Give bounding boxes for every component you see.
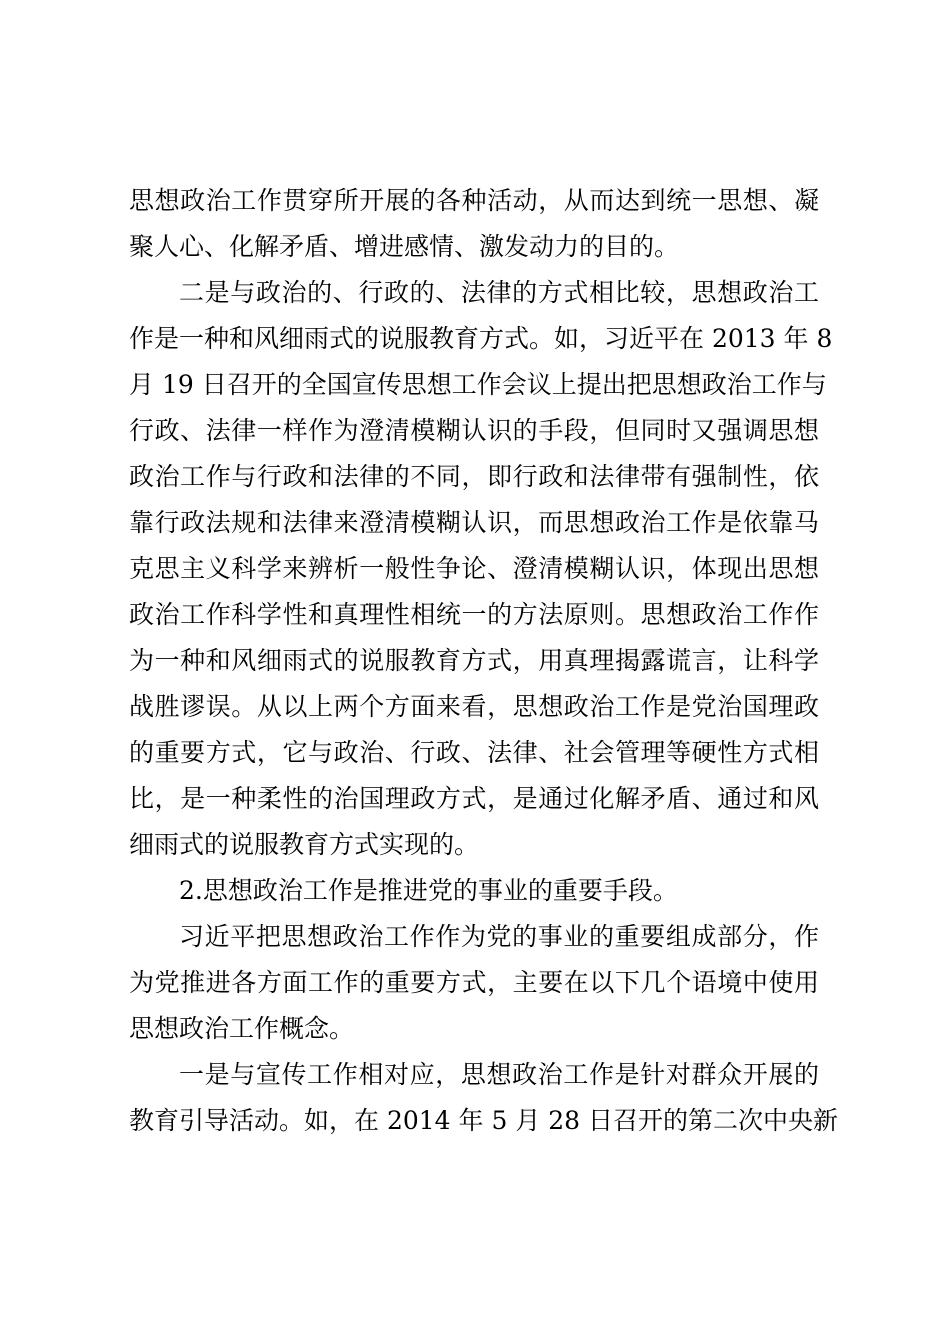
text-line: 的重要方式，它与政治、行政、法律、社会管理等硬性方式相	[129, 738, 819, 767]
body-text	[129, 178, 839, 1144]
text-line: 作是一种和风细雨式的说服教育方式。如，习近平在 2013 年 8	[129, 324, 833, 353]
text-line: 比，是一种柔性的治国理政方式，是通过化解矛盾、通过和风	[129, 784, 819, 813]
text-line: 为党推进各方面工作的重要方式，主要在以下几个语境中使用	[129, 968, 819, 997]
text-line: 为一种和风细雨式的说服教育方式，用真理揭露谎言，让科学	[129, 646, 819, 675]
text-line: 月 19 日召开的全国宣传思想工作会议上提出把思想政治工作与	[129, 370, 827, 399]
text-line: 思想政治工作贯穿所开展的各种活动，从而达到统一思想、凝	[129, 186, 819, 215]
text-line: 政治工作与行政和法律的不同，即行政和法律带有强制性，依	[129, 462, 819, 491]
text-line: 思想政治工作概念。	[129, 1014, 355, 1043]
paragraph-first-line: 一是与宣传工作相对应，思想政治工作是针对群众开展的	[179, 1060, 819, 1089]
text-line: 靠行政法规和法律来澄清模糊认识，而思想政治工作是依靠马	[129, 508, 819, 537]
text-line: 细雨式的说服教育方式实现的。	[129, 830, 480, 859]
paragraph-first-line: 习近平把思想政治工作作为党的事业的重要组成部分，作	[179, 922, 819, 951]
text-line: 政治工作科学性和真理性相统一的方法原则。思想政治工作作	[129, 600, 819, 629]
text-line: 教育引导活动。如，在 2014 年 5 月 28 日召开的第二次中央新	[129, 1106, 839, 1135]
paragraph-first-line: 二是与政治的、行政的、法律的方式相比较，思想政治工	[179, 278, 819, 307]
text-line: 战胜谬误。从以上两个方面来看，思想政治工作是党治国理政	[129, 692, 819, 721]
text-line: 聚人心、化解矛盾、增进感情、激发动力的目的。	[129, 232, 680, 261]
section-heading: 2.思想政治工作是推进党的事业的重要手段。	[179, 876, 678, 905]
text-line: 克思主义科学来辨析一般性争论、澄清模糊认识，体现出思想	[129, 554, 819, 583]
text-line: 行政、法律一样作为澄清模糊认识的手段，但同时又强调思想	[129, 416, 819, 445]
